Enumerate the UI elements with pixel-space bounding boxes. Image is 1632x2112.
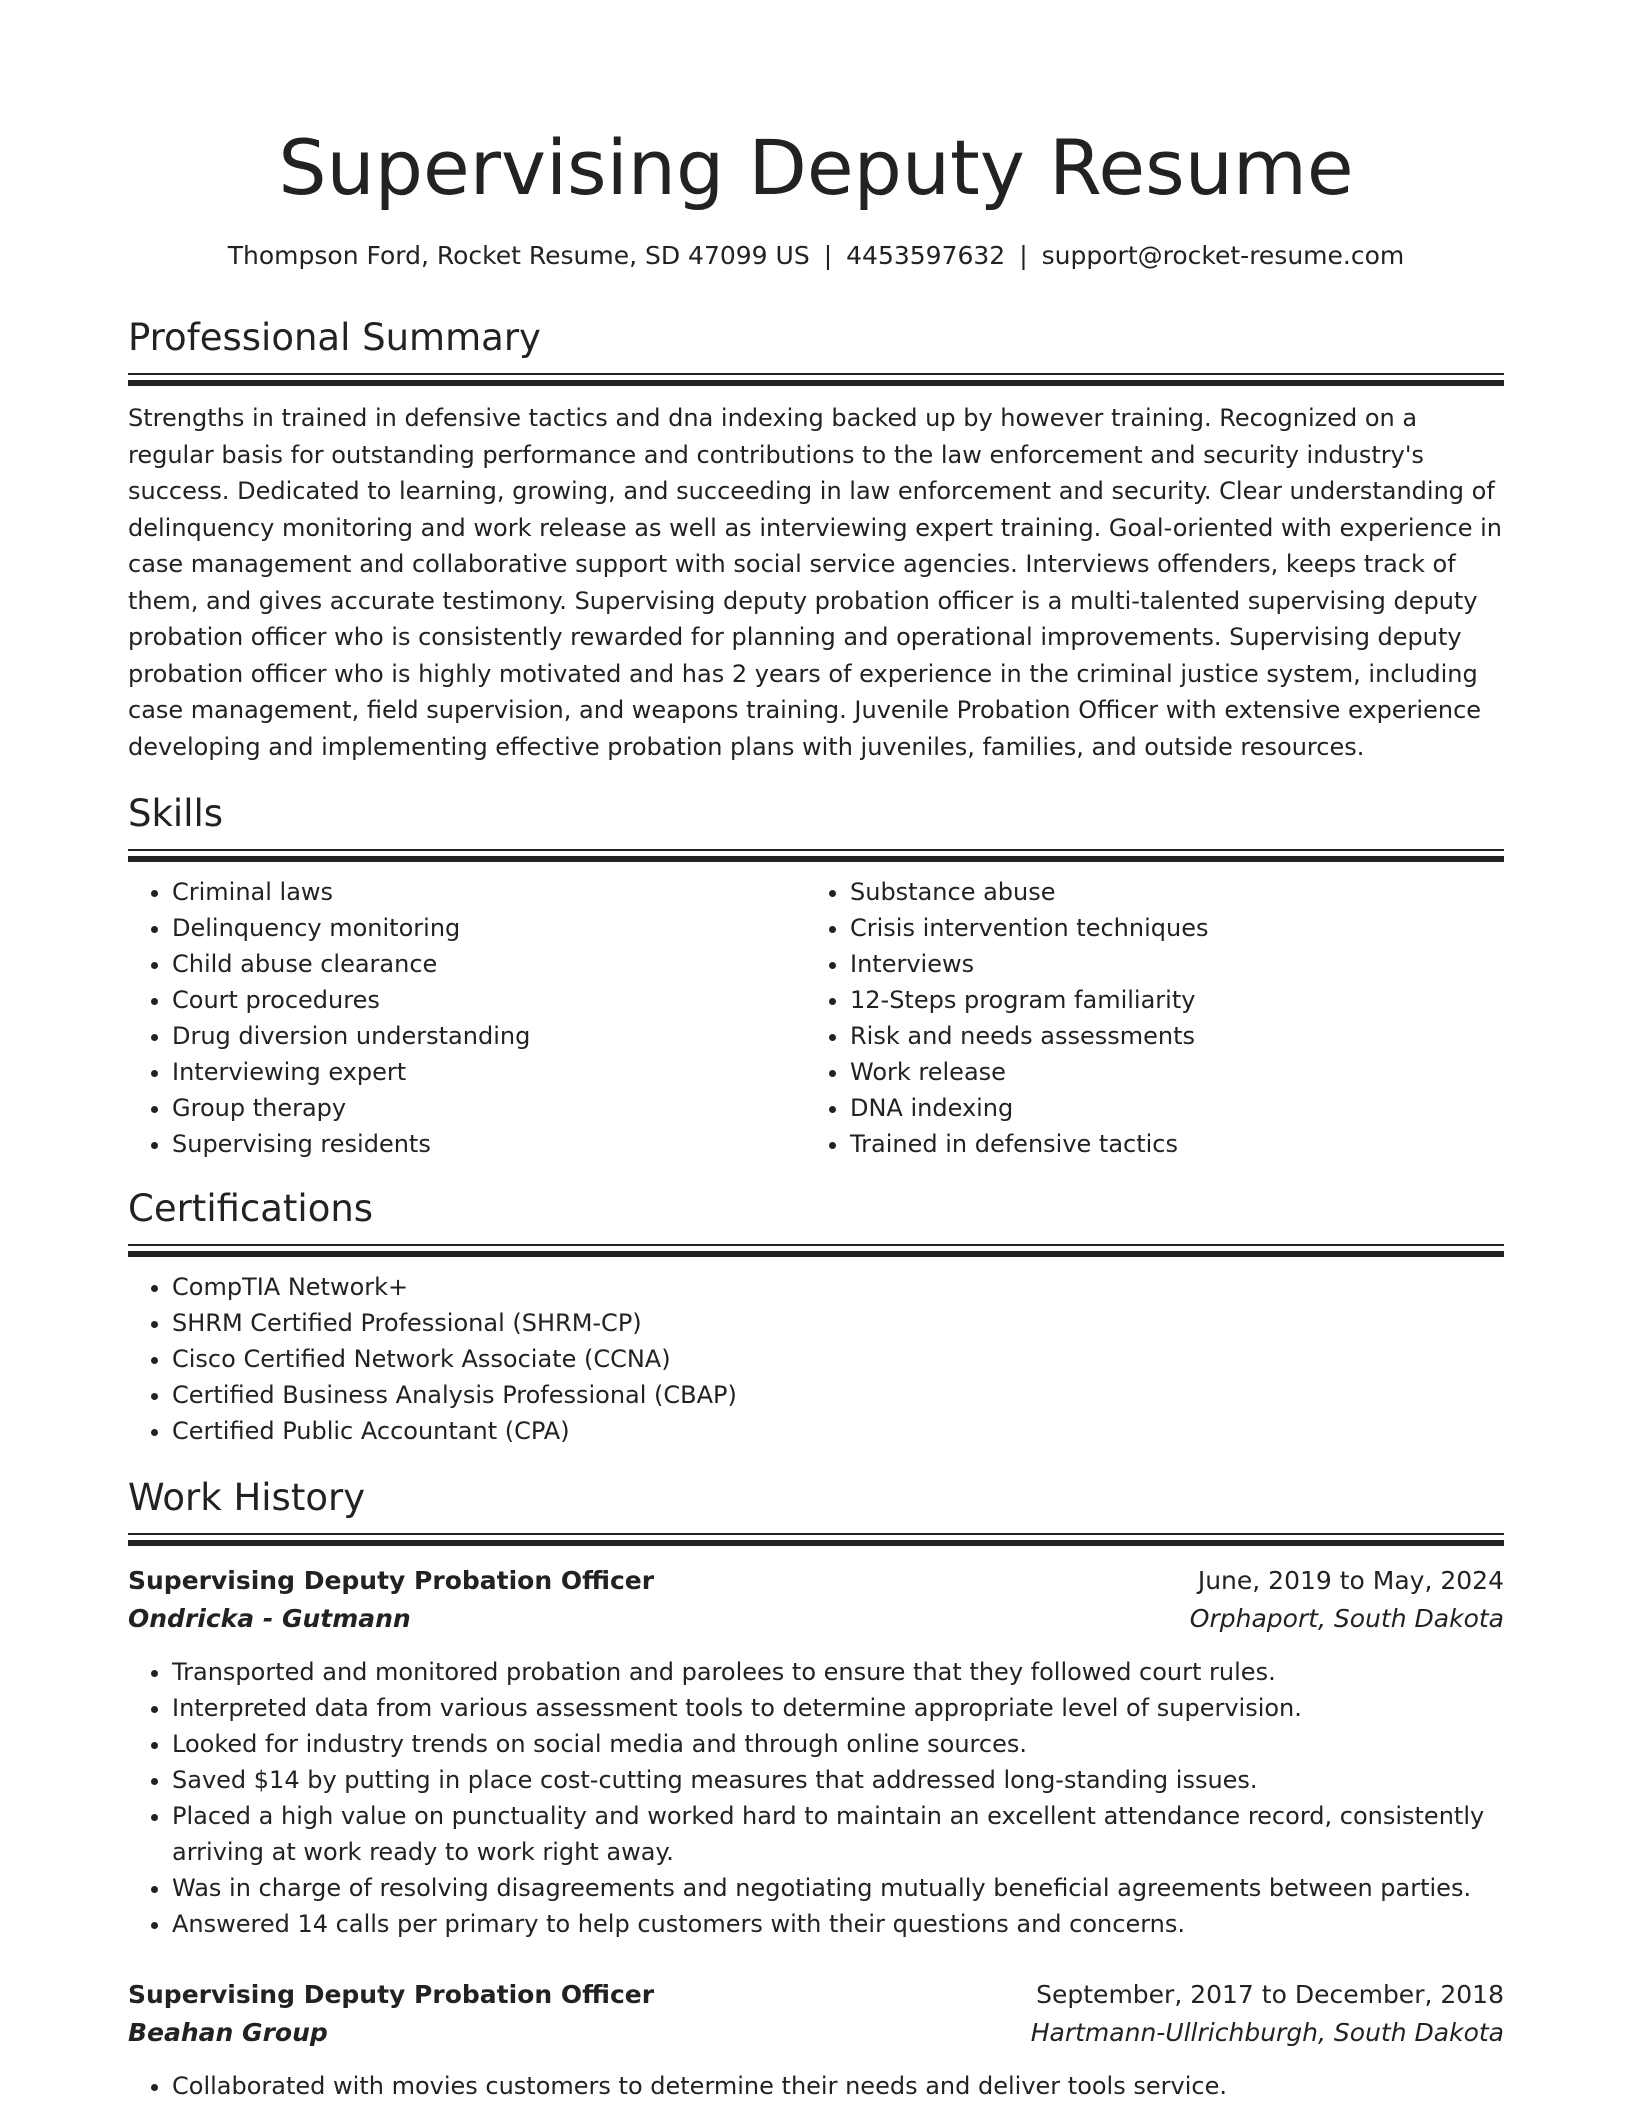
- contact-phone: 4453597632: [846, 241, 1006, 270]
- certification-item: • SHRM Certified Professional (SHRM-CP): [172, 1305, 1504, 1341]
- job-entry: [128, 1976, 1504, 2104]
- job-bullet: • Placed a high value on punctuality and worked hard to maintain an excellent attendance record, consistently arriving at work ready to work right away.: [172, 1798, 1504, 1870]
- summary-section: [128, 313, 1504, 765]
- section-divider: [128, 1533, 1504, 1535]
- job-bullet: • Collaborated with movies customers to determine their needs and deliver tools service.: [172, 2068, 1504, 2104]
- job-bullets: [128, 1654, 1504, 1942]
- skill-item: • Substance abuse: [850, 874, 1484, 910]
- job-bullet: • Answered 14 calls per primary to help customers with their questions and concerns.: [172, 1906, 1504, 1942]
- skill-item: • Crisis intervention techniques: [850, 910, 1484, 946]
- skill-item: • DNA indexing: [850, 1090, 1484, 1126]
- section-divider: [128, 856, 1504, 862]
- skill-item: • Supervising residents: [172, 1126, 806, 1162]
- job-bullet: • Saved $14 by putting in place cost-cutting measures that addressed long-standing issues.: [172, 1762, 1504, 1798]
- skill-item: • Court procedures: [172, 982, 806, 1018]
- certifications-section: [128, 1184, 1504, 1449]
- skill-item: • Interviewing expert: [172, 1054, 806, 1090]
- contact-separator: |: [823, 241, 833, 270]
- job-dates: September, 2017 to December, 2018: [1036, 1980, 1504, 2009]
- certifications-list: [128, 1269, 1504, 1449]
- resume-page: [128, 0, 1504, 2104]
- job-title: Supervising Deputy Probation Officer: [128, 1980, 655, 2009]
- skills-list-right: [806, 874, 1484, 1162]
- job-company: Ondricka - Gutmann: [128, 1604, 411, 1633]
- job-header: [128, 1562, 1504, 1600]
- job-bullet: • Transported and monitored probation and parolees to ensure that they followed court rules.: [172, 1654, 1504, 1690]
- skill-item: • Delinquency monitoring: [172, 910, 806, 946]
- contact-separator: |: [1019, 241, 1028, 270]
- skills-grid: [128, 874, 1504, 1162]
- certification-item: • Cisco Certified Network Associate (CCNA): [172, 1341, 1504, 1377]
- section-divider: [128, 373, 1504, 375]
- contact-address: Thompson Ford, Rocket Resume, SD 47099 US: [227, 241, 810, 270]
- skill-item: • Criminal laws: [172, 874, 806, 910]
- skill-item: • Trained in defensive tactics: [850, 1126, 1484, 1162]
- work-history-section: [128, 1473, 1504, 2104]
- job-header: [128, 1976, 1504, 2014]
- job-bullets: [128, 2068, 1504, 2104]
- certification-item: • CompTIA Network+: [172, 1269, 1504, 1305]
- job-entry: [128, 1562, 1504, 1942]
- job-location: Hartmann-Ullrichburgh, South Dakota: [1030, 2018, 1504, 2047]
- certification-item: • Certified Business Analysis Professional (CBAP): [172, 1377, 1504, 1413]
- resume-title: Supervising Deputy Resume: [278, 123, 1354, 212]
- job-bullet: • Was in charge of resolving disagreements and negotiating mutually beneficial agreements between parties.: [172, 1870, 1504, 1906]
- section-divider: [128, 1244, 1504, 1246]
- skill-item: • Work release: [850, 1054, 1484, 1090]
- section-divider: [128, 1251, 1504, 1257]
- job-title: Supervising Deputy Probation Officer: [128, 1566, 655, 1595]
- work-history-heading: Work History: [128, 1476, 366, 1519]
- skills-list-left: [128, 874, 806, 1162]
- skills-section: [128, 789, 1504, 1162]
- skill-item: • Risk and needs assessments: [850, 1018, 1484, 1054]
- certifications-heading: Certifications: [128, 1187, 374, 1230]
- job-dates: June, 2019 to May, 2024: [1197, 1566, 1504, 1595]
- job-subheader: [128, 1600, 1504, 1638]
- job-bullet: • Looked for industry trends on social media and through online sources.: [172, 1726, 1504, 1762]
- skill-item: • Interviews: [850, 946, 1484, 982]
- contact-email[interactable]: support@rocket-resume.com: [1041, 241, 1405, 270]
- skill-item: • 12-Steps program familiarity: [850, 982, 1484, 1018]
- job-subheader: [128, 2014, 1504, 2052]
- section-divider: [128, 1540, 1504, 1546]
- summary-heading: Professional Summary: [128, 316, 541, 359]
- job-location: Orphaport, South Dakota: [1189, 1604, 1504, 1633]
- skill-item: • Drug diversion understanding: [172, 1018, 806, 1054]
- skills-heading: Skills: [128, 792, 224, 835]
- section-divider: [128, 849, 1504, 851]
- job-bullet: • Interpreted data from various assessment tools to determine appropriate level of supervision.: [172, 1690, 1504, 1726]
- skill-item: • Group therapy: [172, 1090, 806, 1126]
- certification-item: • Certified Public Accountant (CPA): [172, 1413, 1504, 1449]
- section-divider: [128, 380, 1504, 386]
- job-company: Beahan Group: [128, 2018, 328, 2047]
- skill-item: • Child abuse clearance: [172, 946, 806, 982]
- contact-line: [128, 238, 1504, 274]
- summary-text: Strengths in trained in defensive tactics and dna indexing backed up by however training. Recognized on a regular basis for outstanding performance and contributions to the law enforcement and security industry's success. Dedicated to learning, growing, and succeeding in law enforcement and security. Clear understanding of delinquency monitoring and work release as well as interviewing expert training. Goal-oriented with experience in case management and collaborative support with social service agencies. Interviews offenders, keeps track of them, and gives accurate testimony. Supervising deputy probation officer is a multi-talented supervising deputy probation officer who is consistently rewarded for planning and operational improvements. Supervising deputy probation officer who is highly motivated and has 2 years of experience in the criminal justice system, including case management, field supervision, and weapons training. Juvenile Probation Officer with extensive experience developing and implementing effective probation plans with juveniles, families, and outside resources.: [128, 404, 1502, 761]
